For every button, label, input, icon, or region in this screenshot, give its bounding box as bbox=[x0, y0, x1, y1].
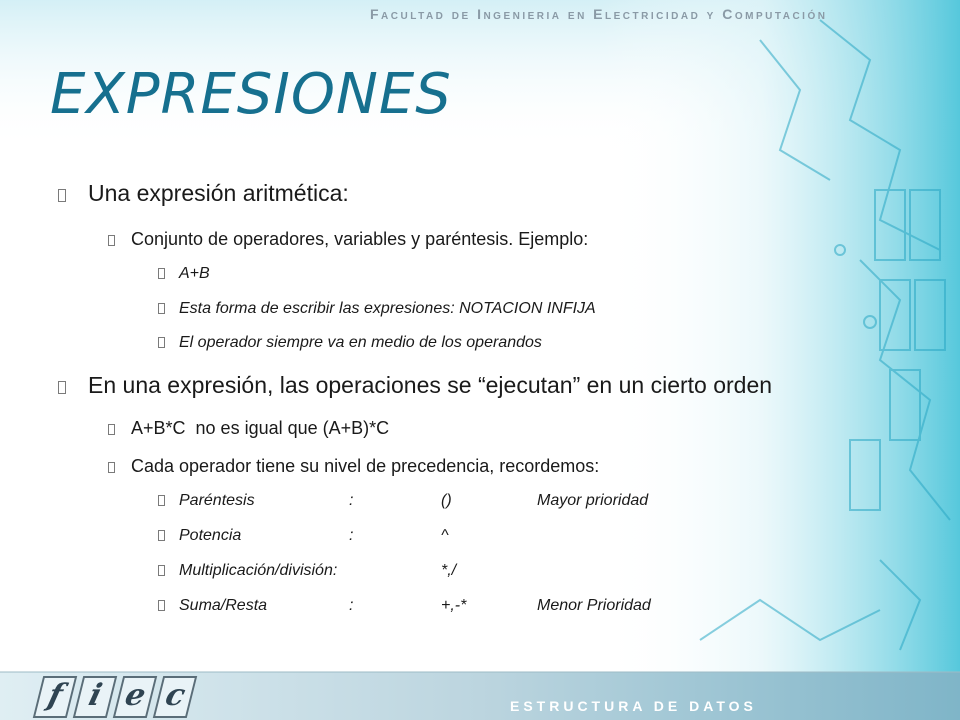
precedence-operator: () bbox=[441, 492, 452, 509]
logo-letter: f bbox=[33, 676, 77, 718]
precedence-row bbox=[158, 492, 648, 510]
precedence-name: Paréntesis bbox=[179, 492, 255, 509]
bullet-marker-icon bbox=[58, 189, 66, 202]
bullet-marker-icon bbox=[158, 600, 165, 611]
precedence-row bbox=[158, 597, 651, 615]
course-footer: ESTRUCTURA DE DATOS bbox=[510, 698, 757, 714]
bullet-operation-order bbox=[58, 372, 772, 399]
bullet-marker-icon bbox=[158, 303, 165, 314]
bullet-marker-icon bbox=[158, 495, 165, 506]
logo-letter: i bbox=[73, 676, 117, 718]
precedence-operator: +,-* bbox=[441, 597, 467, 614]
faculty-header: Facultad de Ingenieria en Electricidad y Computación bbox=[370, 6, 828, 22]
logo-letter: e bbox=[113, 676, 157, 718]
fiec-logo bbox=[38, 676, 192, 718]
precedence-name: Multiplicación/división: bbox=[179, 562, 338, 579]
precedence-separator: : bbox=[349, 597, 354, 614]
bullet-marker-icon bbox=[158, 268, 165, 279]
bullet-text: Conjunto de operadores, variables y paréntesis. Ejemplo: bbox=[131, 229, 589, 249]
precedence-note: Menor Prioridad bbox=[537, 597, 651, 614]
precedence-name: Suma/Resta bbox=[179, 597, 268, 614]
bullet-marker-icon bbox=[158, 565, 165, 576]
precedence-operator: *,/ bbox=[441, 562, 457, 579]
bullet-marker-icon bbox=[108, 424, 115, 435]
bullet-text: Una expresión aritmética: bbox=[88, 180, 349, 206]
bullet-text: El operador siempre va en medio de los operandos bbox=[179, 334, 542, 351]
precedence-separator: : bbox=[349, 527, 354, 544]
bullet-text: En una expresión, las operaciones se “ejecutan” en un cierto orden bbox=[88, 372, 773, 398]
bullet-text: A+B bbox=[179, 265, 210, 282]
precedence-row bbox=[158, 562, 537, 580]
bullet-marker-icon bbox=[108, 462, 115, 473]
precedence-operator: ^ bbox=[441, 527, 449, 544]
bullet-example-comparison bbox=[108, 418, 389, 439]
slide-title: EXPRESIONES bbox=[50, 62, 452, 127]
precedence-row bbox=[158, 527, 537, 545]
bullet-text: Esta forma de escribir las expresiones: NOTACION INFIJA bbox=[179, 300, 596, 317]
bullet-text: A+B*C no es igual que (A+B)*C bbox=[131, 418, 390, 438]
bullet-precedence-intro bbox=[108, 456, 599, 477]
bullet-infix-notation bbox=[158, 300, 596, 318]
bullet-marker-icon bbox=[158, 530, 165, 541]
precedence-note: Mayor prioridad bbox=[537, 492, 649, 509]
bullet-marker-icon bbox=[58, 381, 66, 394]
bullet-text: Cada operador tiene su nivel de precedencia, recordemos: bbox=[131, 456, 600, 476]
bullet-example bbox=[158, 265, 210, 283]
precedence-name: Potencia bbox=[179, 527, 242, 544]
logo-letter: c bbox=[153, 676, 197, 718]
bullet-arithmetic-expression bbox=[58, 180, 349, 207]
bullet-marker-icon bbox=[108, 235, 115, 246]
bullet-operator-middle bbox=[158, 334, 542, 352]
bullet-definition bbox=[108, 229, 588, 250]
bullet-marker-icon bbox=[158, 337, 165, 348]
precedence-separator: : bbox=[349, 492, 354, 509]
